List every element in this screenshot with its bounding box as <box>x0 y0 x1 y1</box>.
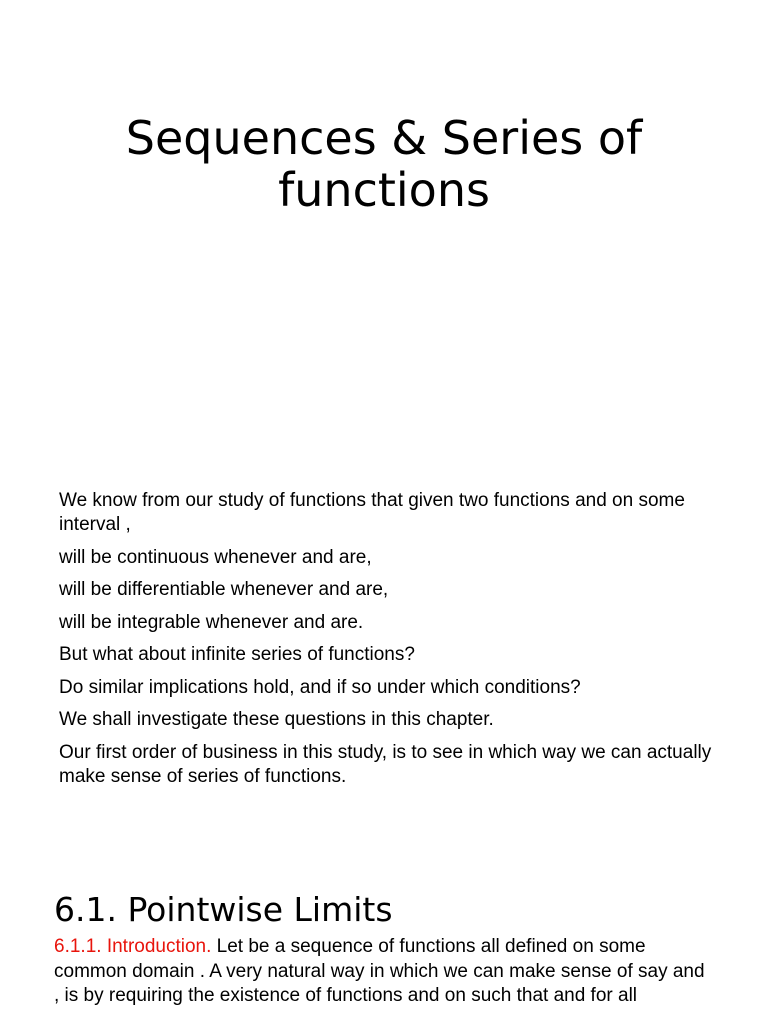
page-title <box>60 112 708 216</box>
section-body <box>54 935 714 1009</box>
section-body-text: Let be a sequence of functions all defined on some common domain . A very natural way in which we can make sense of say and , is by requiring the existence of functions and on such that and for all <box>54 936 705 1006</box>
intro-item: We know from our study of functions that given two functions and on some interval , <box>59 490 685 535</box>
intro-item: will be differentiable whenever and are, <box>59 579 389 600</box>
intro-item: will be integrable whenever and are. <box>59 611 364 633</box>
title-line-1: Sequences & Series of <box>125 111 643 165</box>
intro-paragraphs <box>59 489 739 797</box>
title-line-2: functions <box>278 163 490 217</box>
intro-item: Do similar implications hold, and if so under which conditions? <box>59 676 581 698</box>
intro-item: will be continuous whenever and are, <box>59 546 372 568</box>
intro-item: We shall investigate these questions in this chapter. <box>59 709 494 730</box>
intro-item: But what about infinite series of functions? <box>59 644 415 665</box>
subsection-label: 6.1.1. Introduction. <box>54 936 212 957</box>
intro-item: Our first order of business in this study, is to see in which way we can actually make sense of series of functions. <box>59 741 712 787</box>
section-heading: 6.1. Pointwise Limits <box>54 890 393 929</box>
